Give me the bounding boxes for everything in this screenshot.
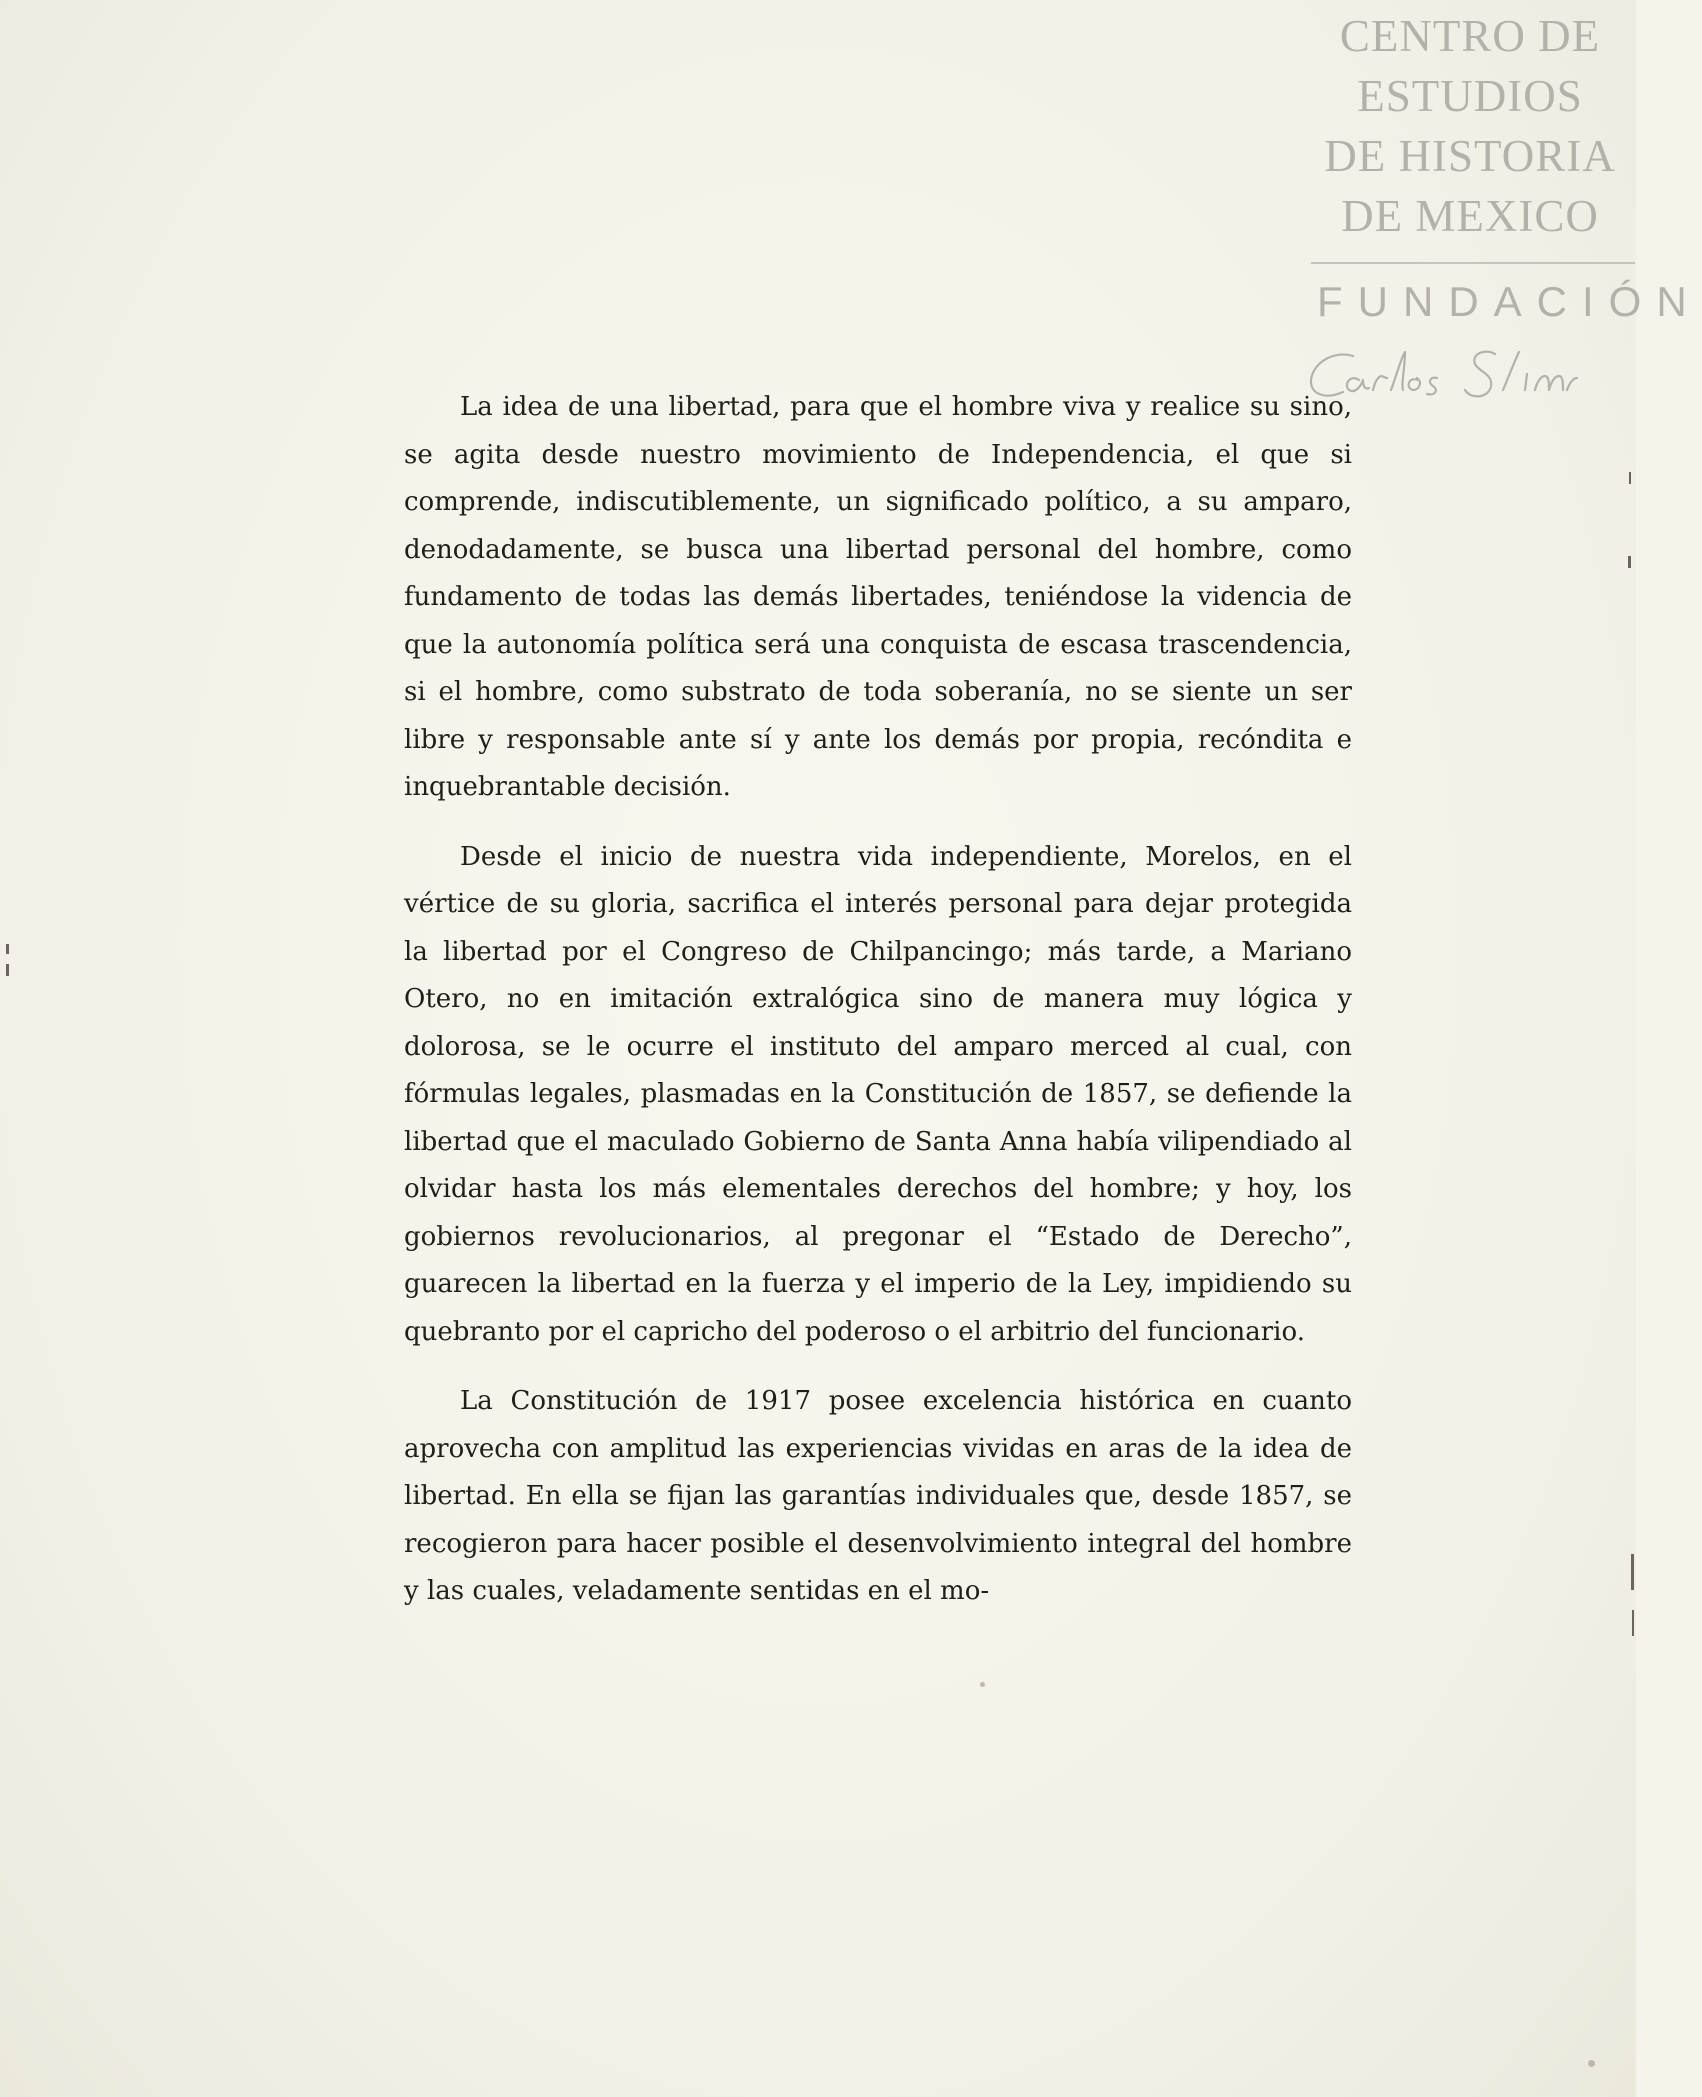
paragraph: La idea de una libertad, para que el hombre viva y realice su sino, se agita desde nuestro movimiento de Independencia, el que si comprende, indiscutiblemente, un significado político, a su amparo, denodadamente, se busca una libertad personal del hombre, como fundamento de todas las demás libertades, teniéndose la videncia de que la autonomía política será una conquista de escasa trascendencia, si el hombre, como substrato de toda soberanía, no se siente un ser libre y responsable ante sí y ante los demás por propia, recóndita e inquebrantable decisión.: [404, 392, 1352, 802]
paper-speck: [980, 1682, 985, 1687]
paragraph: La Constitución de 1917 posee excelencia histórica en cuanto aprovecha con amplitud las experiencias vividas en aras de la idea de libertad. En ella se fijan las garantías individuales que, desde 1857, se recogieron para hacer posible el desenvolvimiento integral del hombre y las cuales, veladamente sentidas en el mo-: [404, 1386, 1352, 1606]
paragraph: Desde el inicio de nuestra vida independiente, Morelos, en el vértice de su gloria, sacrifica el interés personal para dejar protegida la libertad por el Congreso de Chilpancingo; más tarde, a Mariano Otero, no en imitación extralógica sino de manera muy lógica y dolorosa, se le ocurre el instituto del amparo merced al cual, con fórmulas legales, plasmadas en la Constitución de 1857, se defiende la libertad que el maculado Gobierno de Santa Anna había vilipendiado al olvidar hasta los más elementales derechos del hombre; y hoy, los gobiernos revolucionarios, al pregonar el “Estado de Derecho”, guarecen la libertad en la fuerza y el imperio de la Ley, impidiendo su quebranto por el capricho del poderoso o el arbitrio del funcionario.: [404, 841, 1352, 1347]
right-edge-mark: [1628, 556, 1631, 568]
watermark-line: CENTRO DE: [1339, 11, 1601, 61]
right-edge-mark: [1632, 1610, 1634, 1636]
right-edge-mark: [1631, 1554, 1634, 1590]
watermark-line: DE MEXICO: [1341, 191, 1599, 241]
paper-speck: [1588, 2060, 1595, 2067]
watermark-divider: [1311, 262, 1635, 264]
watermark-line: ESTUDIOS: [1357, 71, 1583, 121]
watermark-line: DE HISTORIA: [1324, 131, 1616, 181]
archive-watermark: [1305, 6, 1702, 414]
left-edge-mark: [6, 944, 9, 954]
document-body: [404, 384, 1352, 1638]
left-edge-mark: [6, 964, 9, 976]
signature-icon: [1305, 344, 1625, 414]
right-edge-mark: [1629, 472, 1631, 484]
watermark-fundacion: FUNDACIÓN: [1317, 278, 1702, 325]
